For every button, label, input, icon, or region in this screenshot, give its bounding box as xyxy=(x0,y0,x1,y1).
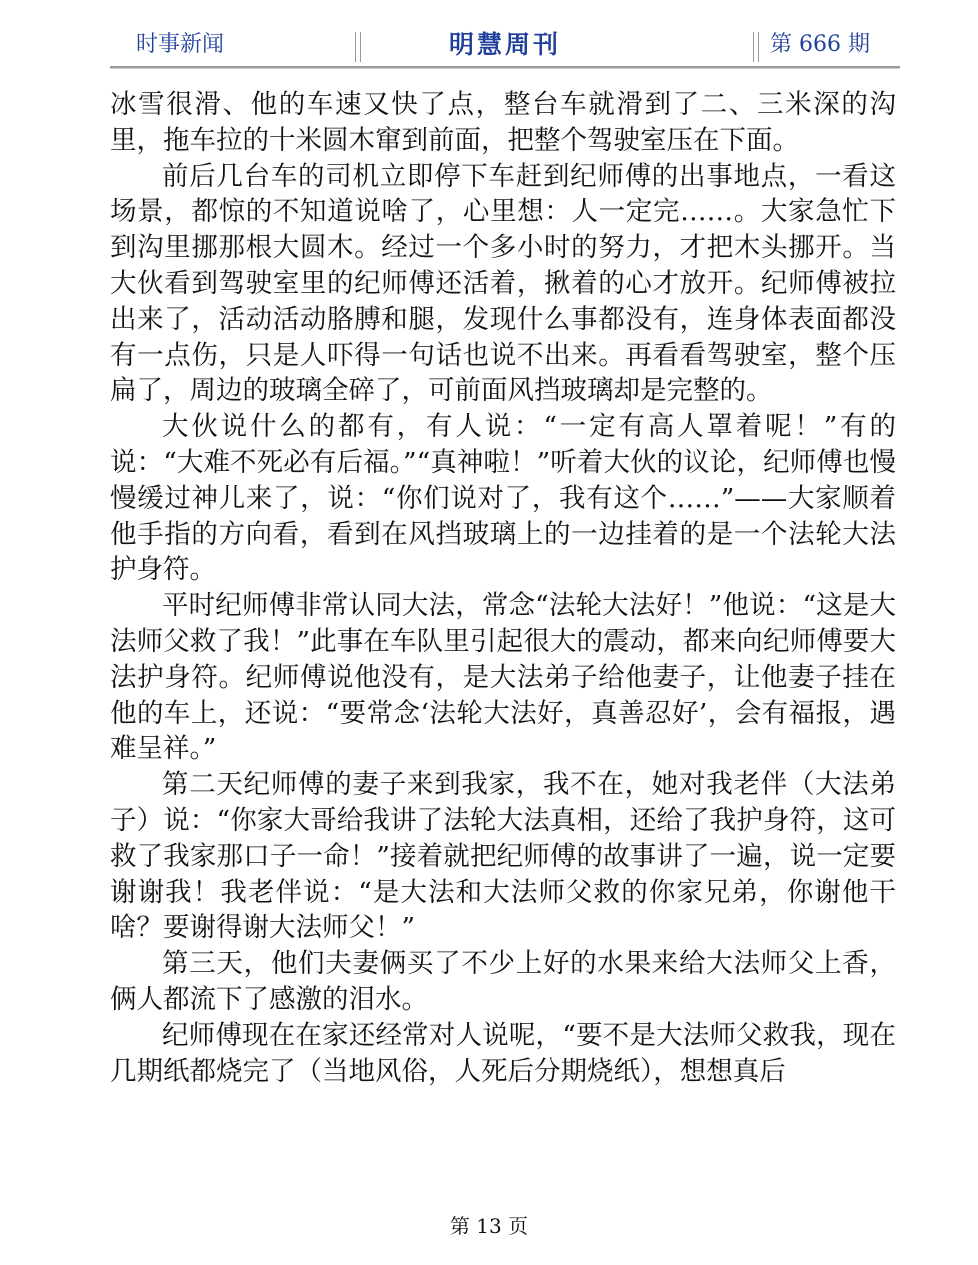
paragraph: 前后几台车的司机立即停下车赶到纪师傅的出事地点，一看这场景，都惊的不知道说啥了，心里想：人一定完……。大家急忙下到沟里挪那根大圆木。经过一个多小时的努力，才把木头挪开。当大伙看到驾驶室里的纪师傅还活着，揪着的心才放开。纪师傅被拉出来了，活动活动胳膊和腿，发现什么事都没有，连身体表面都没有一点伤，只是人吓得一句话也说不出来。再看看驾驶室，整个压扁了，周边的玻璃全碎了，可前面风挡玻璃却是完整的。 xyxy=(110,160,896,407)
paragraph: 纪师傅现在在家还经常对人说呢，“要不是大法师父救我，现在几期纸都烧完了（当地风俗，人死后分期烧纸），想想真后 xyxy=(110,1019,896,1087)
publication-title: 明慧周刊 xyxy=(448,30,561,59)
header-separator xyxy=(753,32,759,62)
paragraph: 大伙说什么的都有，有人说：“一定有高人罩着呢！”有的说：“大难不死必有后福。”“真神啦！”听着大伙的议论，纪师傅也慢慢缓过神儿来了，说：“你们说对了，我有这个……”——大家顺着他手指的方向看，看到在风挡玻璃上的一边挂着的是一个法轮大法护身符。 xyxy=(110,411,896,586)
header-rule xyxy=(110,66,900,69)
paragraph: 冰雪很滑、他的车速又快了点，整台车就滑到了二、三米深的沟里，拖车拉的十米圆木窜到前面，把整个驾驶室压在下面。 xyxy=(110,89,896,156)
section-label: 时事新闻 xyxy=(136,32,225,57)
paragraph: 第三天，他们夫妻俩买了不少上好的水果来给大法师父上香，俩人都流下了感激的泪水。 xyxy=(110,948,896,1015)
paragraph: 第二天纪师傅的妻子来到我家，我不在，她对我老伴（大法弟子）说：“你家大哥给我讲了法轮大法真相，还给了我护身符，这可救了我家那口子一命！”接着就把纪师傅的故事讲了一遍，说一定要谢谢我！我老伴说：“是大法和大法师父救的你家兄弟，你谢他干啥？要谢得谢大法师父！” xyxy=(110,769,896,944)
paragraph: 平时纪师傅非常认同大法，常念“法轮大法好！”他说：“这是大法师父救了我！”此事在车队里引起很大的震动，都来向纪师傅要大法护身符。纪师傅说他没有，是大法弟子给他妻子，让他妻子挂在他的车上，还说：“要常念‘法轮大法好，真善忍好’，会有福报，遇难呈祥。” xyxy=(110,590,896,765)
article-body xyxy=(110,87,896,1089)
issue-number: 第 666 期 xyxy=(770,32,870,57)
page-number: 第 13 页 xyxy=(449,1214,529,1238)
page-header xyxy=(110,28,900,64)
